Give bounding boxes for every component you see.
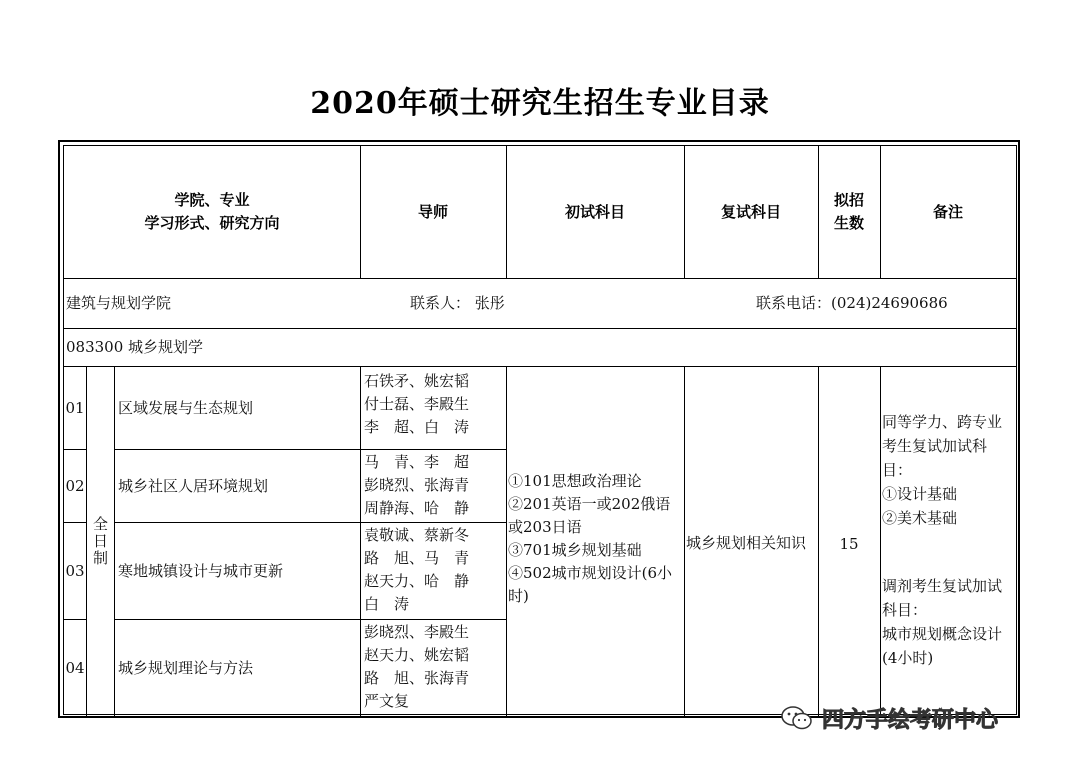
first-exam-item: ④502城市规划设计(6小时) <box>508 564 673 605</box>
watermark <box>780 702 1070 734</box>
direction-code: 01 <box>65 398 85 417</box>
header-college-line1: 学院、专业 <box>174 191 250 209</box>
page-title: 2020年硕士研究生招生专业目录 <box>310 86 770 121</box>
header-quota-line1: 拟招 <box>833 191 864 209</box>
header-first-exam: 初试科目 <box>564 202 625 221</box>
watermark-text: 四方手绘考研中心 <box>822 707 999 733</box>
remarks-item: ②美术基础 <box>882 509 958 527</box>
wechat-icon <box>780 704 814 732</box>
direction-code: 04 <box>65 658 85 677</box>
direction-name: 城乡社区人居环境规划 <box>118 476 269 495</box>
direction-name: 区域发展与生态规划 <box>118 398 254 417</box>
study-form-text: 全日制 <box>91 515 109 567</box>
study-form <box>86 366 114 716</box>
major-code-name: 083300 城乡规划学 <box>66 338 204 356</box>
remarks-block-2 <box>882 574 1014 670</box>
header-quota-line2: 生数 <box>833 214 864 232</box>
first-exam-item: ①101思想政治理论 <box>508 472 642 490</box>
first-exam-item: ③701城乡规划基础 <box>508 541 642 559</box>
remarks-part1: 同等学力、跨专业考生复试加试科目： <box>882 413 1003 479</box>
direction-tutors: 彭晓烈、李殿生 赵天力、姚宏韬 路 旭、张海青 严文复 <box>364 623 470 710</box>
college-contact: 联系人： 张彤 <box>410 294 505 312</box>
header-tutor: 导师 <box>417 202 448 221</box>
direction-tutors: 袁敬诚、蔡新冬 路 旭、马 青 赵天力、哈 静 白 涛 <box>364 526 470 613</box>
header-remarks: 备注 <box>932 202 963 221</box>
college-name: 建筑与规划学院 <box>66 294 172 312</box>
remarks-part2-detail: 城市规划概念设计(4小时) <box>882 625 1003 667</box>
remarks-item: ①设计基础 <box>882 485 958 503</box>
first-exam-item: ②201英语一或202俄语或203日语 <box>508 495 671 536</box>
header-quota <box>818 146 880 278</box>
direction-name: 城乡规划理论与方法 <box>118 658 254 677</box>
remarks-part2: 调剂考生复试加试科目： <box>882 577 1003 619</box>
direction-name: 寒地城镇设计与城市更新 <box>118 561 284 580</box>
college-phone: 联系电话：(024)24690686 <box>756 294 948 312</box>
remarks-block-1 <box>882 410 1014 530</box>
direction-tutors: 石铁矛、姚宏韬 付士磊、李殿生 李 超、白 涛 <box>364 372 470 436</box>
header-retest: 复试科目 <box>720 202 781 221</box>
direction-tutors: 马 青、李 超 彭晓烈、张海青 周静海、哈 静 <box>364 453 470 517</box>
direction-code: 02 <box>65 476 85 495</box>
retest-subject: 城乡规划相关知识 <box>686 534 807 552</box>
catalog-table <box>58 140 1020 718</box>
header-college-line2: 学习形式、研究方向 <box>144 214 280 232</box>
first-exam-subjects <box>508 470 682 608</box>
quota-value: 15 <box>839 535 859 553</box>
header-college <box>64 146 360 278</box>
direction-code: 03 <box>65 561 85 580</box>
